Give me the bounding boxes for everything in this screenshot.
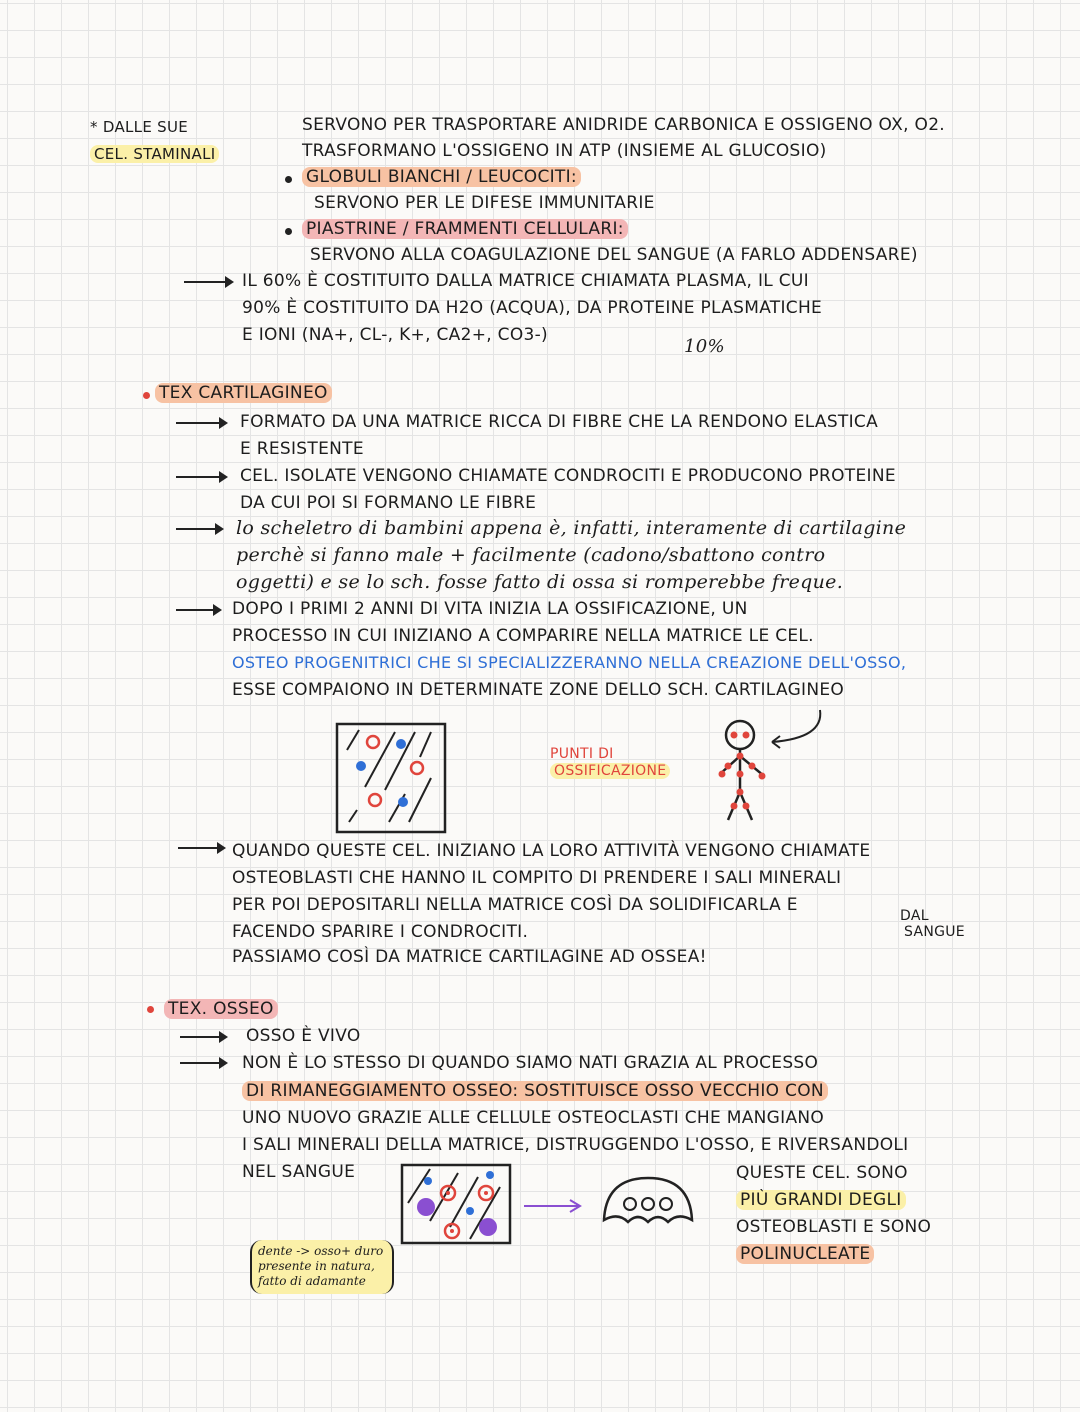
bullet-dot <box>285 176 292 183</box>
osteoclast-cell-icon <box>598 1172 698 1228</box>
osteoclast-note-3: OSTEOBLASTI E SONO <box>736 1217 932 1237</box>
tooth-note-line3: fatto di adamante <box>258 1274 366 1288</box>
cartilage-heading: TEX CARTILAGINEO <box>155 382 332 404</box>
platelets-title: PIASTRINE / FRAMMENTI CELLULARI: <box>302 218 628 240</box>
bone-p2-line5: NEL SANGUE <box>242 1162 356 1182</box>
osteoclast-note-4: POLINUCLEATE <box>736 1243 874 1265</box>
arrow-icon <box>176 528 222 530</box>
tooth-note-line2: presente in natura, <box>258 1259 375 1273</box>
cartilage-p3-line3: oggetti) e se lo sch. fosse fatto di ossa si romperebbe freque. <box>236 571 844 593</box>
arrow-icon <box>176 609 220 611</box>
arrow-right-icon <box>520 1196 586 1216</box>
cartilage-p1-line2: E RESISTENTE <box>240 439 364 459</box>
red-cells-line1: SERVONO PER TRASPORTARE ANIDRIDE CARBONICA E OSSIGENO OX, O2. <box>302 115 946 135</box>
bullet-dot <box>143 392 150 399</box>
cartilage-p5-line3: PER POI DEPOSITARLI NELLA MATRICE COSÌ DA SOLIDIFICARLA E <box>232 895 798 915</box>
cartilage-p3-line2: perchè si fanno male + facilmente (cadono/sbattono contro <box>236 544 826 566</box>
bone-p2-line2: DI RIMANEGGIAMENTO OSSEO: SOSTITUISCE OSSO VECCHIO CON <box>242 1080 828 1102</box>
bone-p2-line3: UNO NUOVO GRAZIE ALLE CELLULE OSTEOCLASTI CHE MANGIANO <box>242 1108 825 1128</box>
white-cells-desc: SERVONO PER LE DIFESE IMMUNITARIE <box>314 193 655 213</box>
osteoclast-note-1: QUESTE CEL. SONO <box>736 1163 908 1183</box>
cartilage-p4-line2: PROCESSO IN CUI INIZIANO A COMPARIRE NELLA MATRICE LE CEL. <box>232 626 814 646</box>
cartilage-p5-line2: OSTEOBLASTI CHE HANNO IL COMPITO DI PRENDERE I SALI MINERALI <box>232 868 842 888</box>
cartilage-p5-line4: FACENDO SPARIRE I CONDROCITI. <box>232 922 529 942</box>
stick-figure-icon <box>700 700 830 830</box>
tooth-note-line1: dente -> osso+ duro <box>258 1244 384 1258</box>
red-cells-line2: TRASFORMANO L'OSSIGENO IN ATP (INSIEME AL GLUCOSIO) <box>302 141 827 161</box>
plasma-line1: IL 60% È COSTITUITO DALLA MATRICE CHIAMATA PLASMA, IL CUI <box>242 271 809 291</box>
bone-heading: TEX. OSSEO <box>164 998 278 1020</box>
ossification-label-1: PUNTI DI <box>550 746 614 762</box>
cartilage-p2-line1: CEL. ISOLATE VENGONO CHIAMATE CONDROCITI E PRODUCONO PROTEINE <box>240 466 896 486</box>
plasma-ten-percent: 10% <box>684 336 725 357</box>
osteoclast-note-2: PIÙ GRANDI DEGLI <box>736 1189 906 1211</box>
arrow-icon <box>176 476 226 478</box>
arrow-icon <box>180 1036 226 1038</box>
bone-p2-line1: NON È LO STESSO DI QUANDO SIAMO NATI GRAZIA AL PROCESSO <box>242 1053 819 1073</box>
cartilage-p4-line3: OSTEO PROGENITRICI CHE SI SPECIALIZZERANNO NELLA CREAZIONE DELL'OSSO, <box>232 653 907 672</box>
arrow-icon <box>184 281 232 283</box>
cartilage-p5-line5: PASSIAMO COSÌ DA MATRICE CARTILAGINE AD OSSEA! <box>232 947 707 967</box>
plasma-line3: E IONI (NA+, CL-, K+, CA2+, CO3-) <box>242 325 548 345</box>
plasma-line2: 90% È COSTITUITO DA H2O (ACQUA), DA PROTEINE PLASMATICHE <box>242 298 823 318</box>
platelets-desc: SERVONO ALLA COAGULAZIONE DEL SANGUE (A FARLO ADDENSARE) <box>310 245 918 265</box>
cartilage-p4-line1: DOPO I PRIMI 2 ANNI DI VITA INIZIA LA OSSIFICAZIONE, UN <box>232 599 748 619</box>
ossification-label-2: OSSIFICAZIONE <box>550 763 670 780</box>
from-blood-2: SANGUE <box>904 924 965 940</box>
arrow-icon <box>180 1062 226 1064</box>
bullet-dot <box>285 228 292 235</box>
bone-p2-line4: I SALI MINERALI DELLA MATRICE, DISTRUGGENDO L'OSSO, E RIVERSANDOLI <box>242 1135 909 1155</box>
cartilage-p5-line1: QUANDO QUESTE CEL. INIZIANO LA LORO ATTIVITÀ VENGONO CHIAMATE <box>232 841 871 861</box>
ossification-diagram <box>335 722 447 834</box>
bone-p1: OSSO È VIVO <box>246 1026 361 1046</box>
cartilage-p4-line4: ESSE COMPAIONO IN DETERMINATE ZONE DELLO SCH. CARTILAGINEO <box>232 680 845 700</box>
from-blood-1: DAL <box>900 908 929 924</box>
cartilage-p3-line1: lo scheletro di bambini appena è, infatti, interamente di cartilagine <box>236 517 907 539</box>
cartilage-p2-line2: DA CUI POI SI FORMANO LE FIBRE <box>240 493 537 513</box>
bullet-dot <box>147 1006 154 1013</box>
side-note-line2: CEL. STAMINALI <box>90 143 219 165</box>
white-cells-title: GLOBULI BIANCHI / LEUCOCITI: <box>302 166 581 188</box>
arrow-icon <box>178 847 224 849</box>
side-note-line1: * DALLE SUE <box>90 118 189 136</box>
osteoclast-diagram <box>400 1163 512 1245</box>
cartilage-p1-line1: FORMATO DA UNA MATRICE RICCA DI FIBRE CHE LA RENDONO ELASTICA <box>240 412 879 432</box>
arrow-icon <box>176 422 226 424</box>
tooth-side-note <box>250 1240 394 1294</box>
